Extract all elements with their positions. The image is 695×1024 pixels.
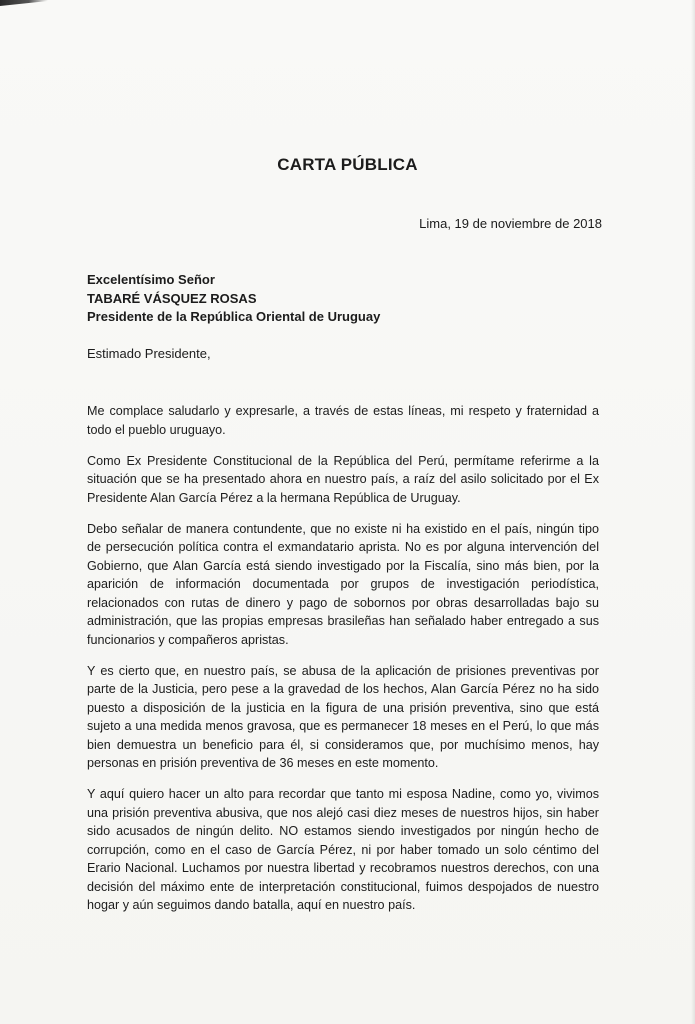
addressee-name: TABARÉ VÁSQUEZ ROSAS <box>87 290 257 306</box>
greeting: Estimado Presidente, <box>87 346 211 361</box>
body-paragraph-4: Y es cierto que, en nuestro país, se abusa de la aplicación de prisiones preventivas por parte de la Justicia, pero pese a la gravedad de los hechos, Alan García Pérez no ha sido puesto a disposición de la justicia en la figura de una prisión preventiva, sino que está sujeto a una medida menos gravosa, que es permanecer 18 meses en el Perú, lo que más bien demuestra un beneficio para él, si consideramos que, por muchísimo menos, hay personas en prisión preventiva de 36 meses en este momento. <box>87 663 599 770</box>
letter-body <box>87 402 599 927</box>
letter-date: Lima, 19 de noviembre de 2018 <box>419 216 602 231</box>
addressee-salutation-title: Excelentísimo Señor <box>87 272 215 287</box>
page-edge-shadow <box>691 0 695 1024</box>
body-paragraph-2: Como Ex Presidente Constitucional de la República del Perú, permítame referirme a la situación que se ha presentado ahora en nuestro país, a raíz del asilo solicitado por el Ex Presidente Alan García Pérez a la hermana República de Uruguay. <box>87 453 599 505</box>
body-paragraph-3: Debo señalar de manera contundente, que no existe ni ha existido en el país, ningún tipo de persecución política contra el exmandatario aprista. No es por alguna intervención del Gobierno, que Alan García está siendo investigado por la Fiscalía, sino más bien, por la aparición de información documentada por grupos de investigación periodística, relacionados con rutas de dinero y pago de sobornos por obras desarrolladas bajo su administración, que las propias empresas brasileñas han señalado haber entregado a sus funcionarios y compañeros apristas. <box>87 521 599 647</box>
body-paragraph-1: Me complace saludarlo y expresarle, a través de estas líneas, mi respeto y fraternidad a todo el pueblo uruguayo. <box>87 404 599 437</box>
addressee-position: Presidente de la República Oriental de Uruguay <box>87 309 381 324</box>
scan-artifact <box>0 0 48 6</box>
letter-title: CARTA PÚBLICA <box>277 155 418 174</box>
body-paragraph-5: Y aquí quiero hacer un alto para recordar que tanto mi esposa Nadine, como yo, vivimos una prisión preventiva abusiva, que nos alejó casi diez meses de nuestros hijos, sin haber sido acusados de ningún delito. NO estamos siendo investigados por ningún hecho de corrupción, como en el caso de García Pérez, ni por haber tomado un solo céntimo del Erario Nacional. Luchamos por nuestra libertad y recobramos nuestros derechos, con una decisión del máximo ente de interpretación constitucional, fuimos despojados de nuestro hogar y aún seguimos dando batalla, aquí en nuestro país. <box>87 787 599 912</box>
addressee-block <box>87 271 380 327</box>
